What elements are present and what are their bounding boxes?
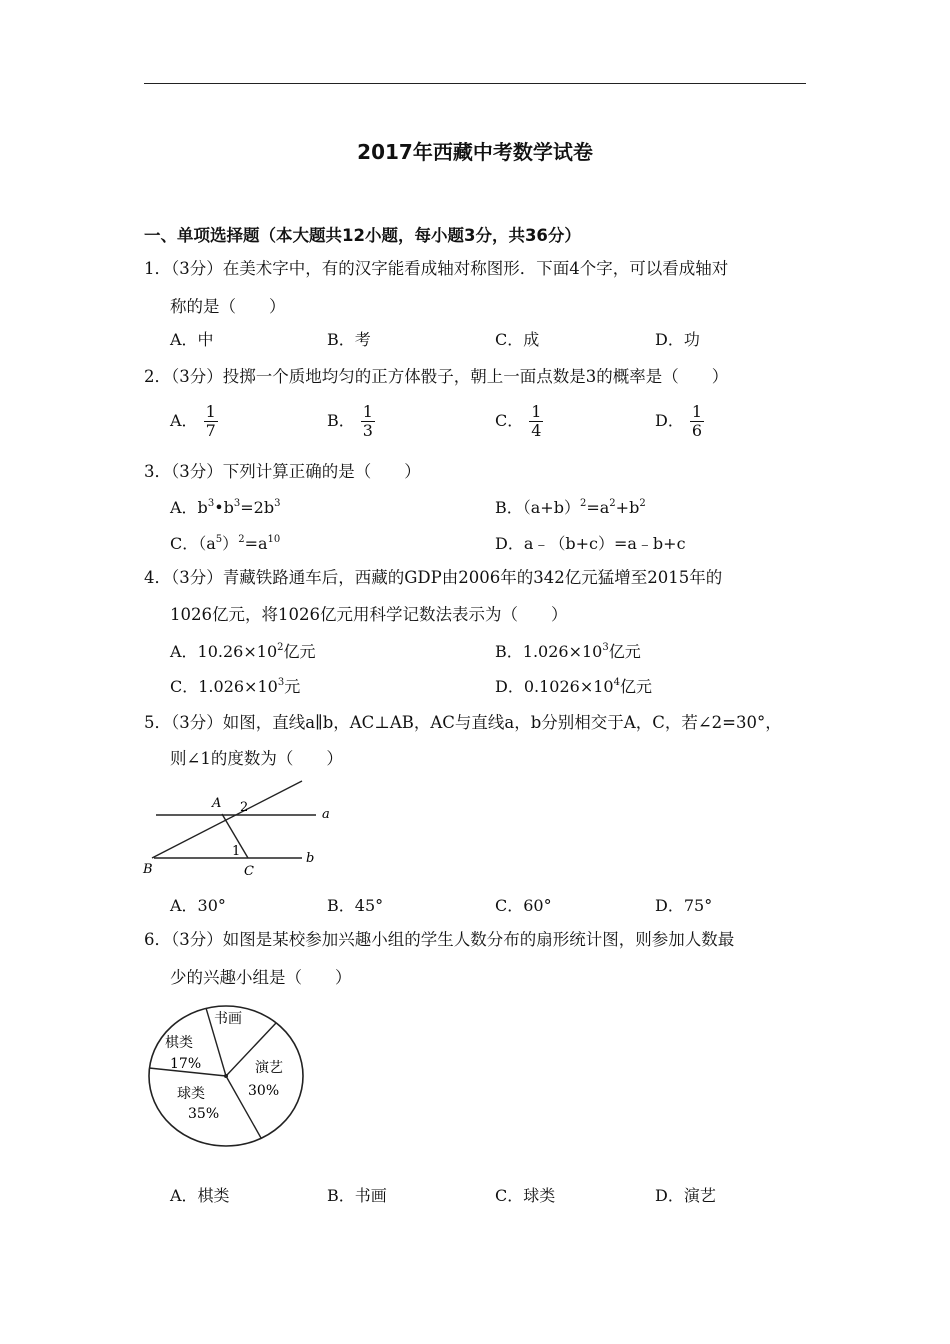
section-heading: 一、单项选择题（本大题共12小题，每小题3分，共36分） — [144, 226, 581, 245]
label-A: A — [212, 796, 222, 811]
slice-label-shuhua: 书画 — [214, 1011, 242, 1027]
q2-option-b: B． $\frac{1}{3}$ — [327, 402, 373, 440]
label-2: 2 — [240, 800, 249, 815]
q6-option-c: C．球类 — [495, 1186, 556, 1205]
q5-option-b: B．45° — [327, 896, 384, 915]
slice-label-qilei: 棋类 — [165, 1035, 193, 1051]
line-ba — [152, 781, 302, 858]
q1-option-b: B．考 — [327, 330, 371, 349]
question-4-text: 4．（3分）青藏铁路通车后，西藏的GDP由2006年的342亿元猛增至2015年的 — [144, 568, 723, 587]
parallel-lines-figure — [140, 778, 340, 883]
slice-label-qiulei: 球类 — [177, 1086, 205, 1102]
question-4-text-cont: 1026亿元，将1026亿元用科学记数法表示为（ ） — [170, 605, 568, 624]
question-1-text: 1．（3分）在美术字中，有的汉字能看成轴对称图形．下面4个字，可以看成轴对 — [144, 259, 729, 278]
q4-option-a: A．$10.26\times 10^2$亿元 — [170, 642, 316, 661]
q6-option-b: B．书画 — [327, 1186, 387, 1205]
q3-option-d: D．a﹣（b+c）=a﹣b+c — [495, 534, 686, 553]
slice-pct-qilei: 17% — [170, 1056, 202, 1072]
q1-option-a: A．中 — [170, 330, 214, 349]
q4-option-d: D．$0.1026\times 10^4$亿元 — [495, 677, 652, 696]
q4-option-c: C．$1.026\times 10^3$元 — [170, 677, 301, 696]
fraction: $\frac{1}{6}$ — [691, 402, 703, 440]
q1-option-d: D．功 — [655, 330, 700, 349]
q6-option-d: D．演艺 — [655, 1186, 716, 1205]
fraction: $\frac{1}{7}$ — [205, 402, 216, 440]
label-b: b — [306, 851, 315, 866]
q6-option-a: A．棋类 — [170, 1186, 230, 1205]
question-5-text: 5．（3分）如图，直线a∥b，AC⊥AB，AC与直线a，b分别相交于A，C，若∠2=30°， — [144, 713, 782, 732]
q3-option-b: B．$(a+b)^2=a^2+b^2$ — [495, 498, 646, 517]
q5-option-c: C．60° — [495, 896, 552, 915]
slice-label-yanyi: 演艺 — [255, 1060, 283, 1076]
label-B: B — [143, 862, 153, 877]
question-2-text: 2．（3分）投掷一个质地均匀的正方体骰子，朝上一面点数是3的概率是（ ） — [144, 367, 729, 386]
q2-option-a: A． $\frac{1}{7}$ — [170, 402, 216, 440]
header-rule — [144, 83, 806, 84]
pie-chart-figure — [140, 1000, 310, 1150]
q2-option-d: D． $\frac{1}{6}$ — [655, 402, 703, 440]
pie-center — [224, 1074, 228, 1078]
question-1-text-cont: 称的是（ ） — [170, 297, 286, 316]
page-title: 2017年西藏中考数学试卷 — [357, 140, 593, 164]
q2-option-c: C． $\frac{1}{4}$ — [495, 402, 542, 440]
q5-option-d: D．75° — [655, 896, 713, 915]
label-1: 1 — [232, 844, 241, 859]
label-a: a — [322, 807, 330, 822]
question-5-text-cont: 则∠1的度数为（ ） — [170, 749, 343, 768]
q4-option-b: B．$1.026\times 10^3$亿元 — [495, 642, 641, 661]
question-3-text: 3．（3分）下列计算正确的是（ ） — [144, 462, 421, 481]
q3-option-a: A．$b^3•b^3=2b^3$ — [170, 498, 281, 517]
fraction: $\frac{1}{4}$ — [531, 402, 542, 440]
label-C: C — [244, 864, 254, 879]
q1-option-c: C．成 — [495, 330, 540, 349]
slice-pct-yanyi: 30% — [248, 1083, 280, 1099]
question-6-text: 6．（3分）如图是某校参加兴趣小组的学生人数分布的扇形统计图，则参加人数最 — [144, 930, 735, 949]
fraction: $\frac{1}{3}$ — [362, 402, 373, 440]
slice-pct-qiulei: 35% — [188, 1106, 220, 1122]
q3-option-c: C．$(a^5)^2=a^{10}$ — [170, 534, 281, 553]
q5-option-a: A．30° — [170, 896, 226, 915]
question-6-text-cont: 少的兴趣小组是（ ） — [170, 968, 352, 987]
